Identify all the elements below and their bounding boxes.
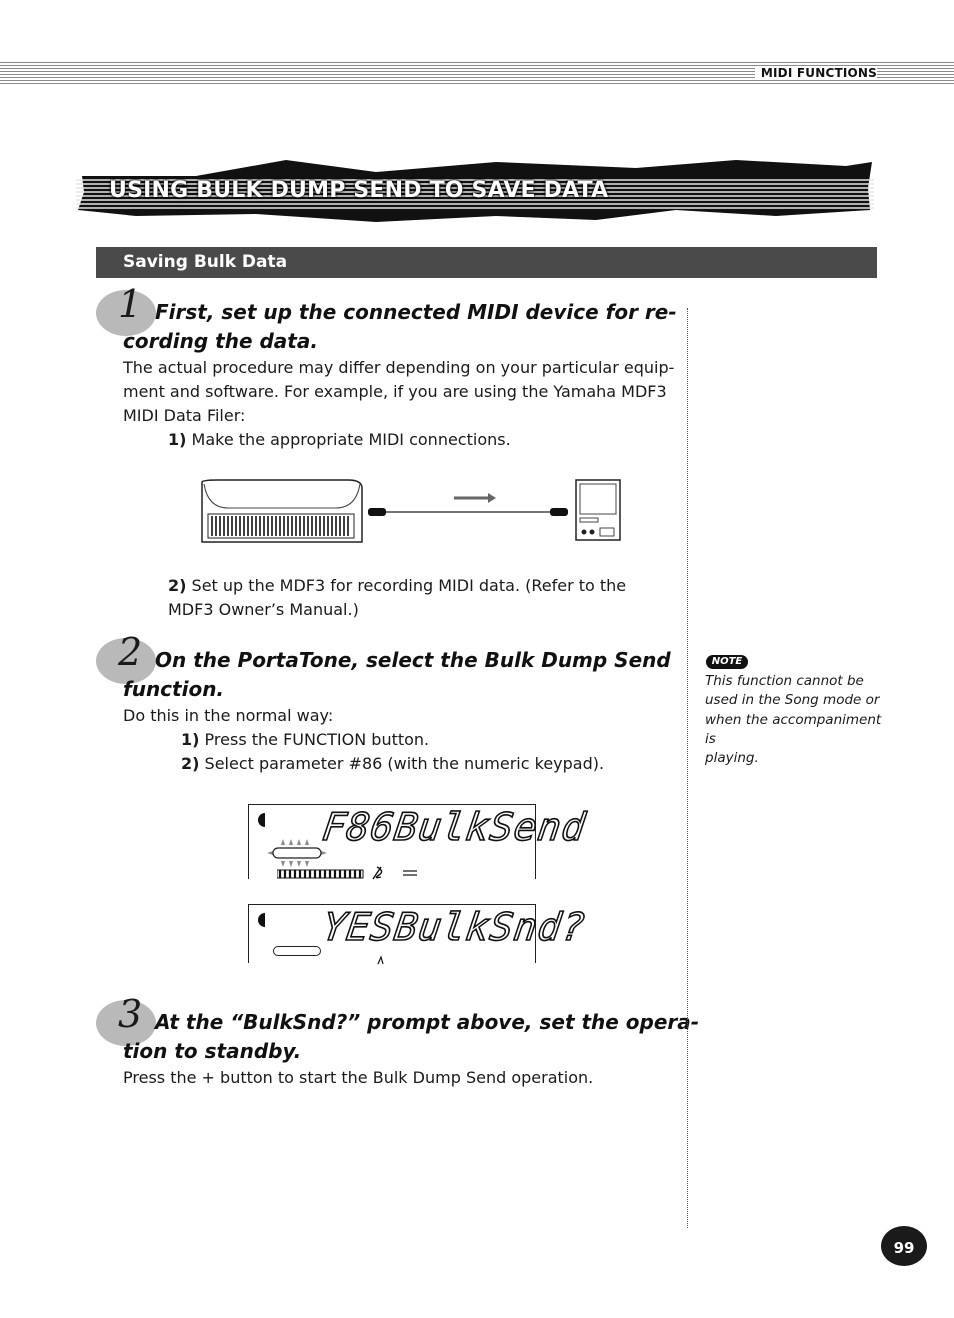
lcd-display-function (248, 804, 589, 879)
step-3-title-line2: tion to standby. (123, 1039, 302, 1063)
step-3-number: 3 (96, 996, 158, 1046)
step-1-body-line3: MIDI Data Filer: (123, 406, 246, 425)
step-1-substep-1: 1) Make the appropriate MIDI connections. (168, 430, 511, 449)
step-3-body: Press the + button to start the Bulk Dump Send operation. (123, 1068, 594, 1087)
indicator-icon (258, 913, 265, 927)
keyboard-icon (202, 480, 362, 542)
step-2-body: Do this in the normal way: (123, 706, 334, 725)
midi-cable (368, 508, 568, 516)
flashing-button-icon (265, 835, 329, 869)
section-label: MIDI FUNCTIONS (755, 66, 877, 80)
tempo-bar-icon (277, 865, 437, 881)
arrow-right-icon (454, 493, 496, 503)
step-3-title-line1: At the “BulkSnd?” prompt above, set the opera- (155, 1010, 700, 1034)
page-number: 99 (881, 1226, 927, 1266)
indicator-icon (258, 813, 265, 827)
step-1-substep-2: 2) Set up the MDF3 for recording MIDI data. (Refer to the (168, 576, 627, 595)
step-2-substep-1: 1) Press the FUNCTION button. (181, 730, 430, 749)
step-2-title-line2: function. (123, 677, 225, 701)
lcd-text-2: YESBulkSnd? (319, 905, 589, 949)
note-badge: NOTE (706, 655, 748, 669)
subheading: Saving Bulk Data (123, 252, 288, 272)
step-2-number: 2 (96, 634, 158, 684)
step-1-title-line2: cording the data. (123, 329, 318, 353)
step-1-body-line2: ment and software. For example, if you are using the Yamaha MDF3 (123, 382, 667, 401)
step-1-number: 1 (96, 286, 158, 336)
step-1-body-line1: The actual procedure may differ depending on your particular equip- (123, 358, 675, 377)
midi-connection-illustration (198, 478, 624, 548)
column-divider (687, 308, 688, 1228)
lcd-text-1: F86BulkSend (319, 805, 589, 849)
caret-icon (377, 955, 385, 965)
step-1-title-line1: First, set up the connected MIDI device for re- (155, 300, 677, 324)
note-text: This function cannot be used in the Song mode or when the accompaniment is playing. (705, 673, 882, 767)
step-2-title-line1: On the PortaTone, select the Bulk Dump Send (155, 648, 671, 672)
button-outline-icon (273, 946, 321, 956)
page-title: USING BULK DUMP SEND TO SAVE DATA (109, 178, 609, 203)
lcd-display-prompt (248, 904, 589, 963)
step-2-substep-2: 2) Select parameter #86 (with the numeric keypad). (181, 754, 605, 773)
mdf3-device-icon (576, 480, 620, 540)
step-1-substep-2-cont: MDF3 Owner’s Manual.) (168, 600, 359, 619)
